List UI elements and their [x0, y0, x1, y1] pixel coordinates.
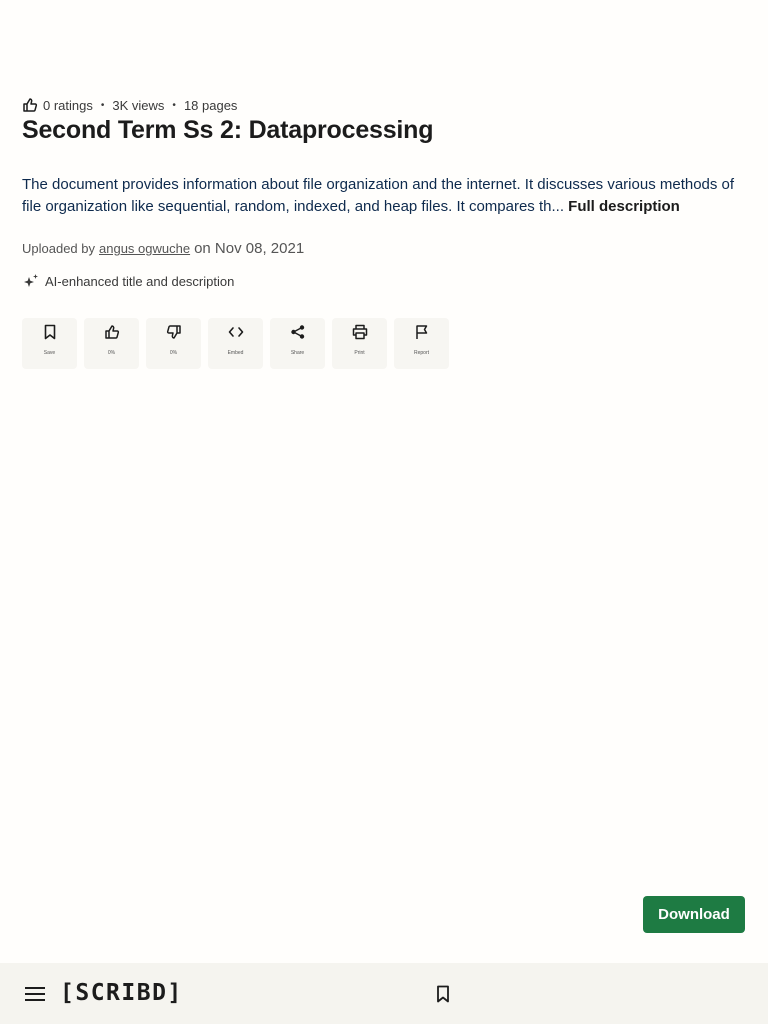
action-label: Print [354, 350, 365, 356]
separator-dot: • [100, 99, 105, 111]
bottom-navigation-bar [0, 963, 768, 1024]
thumbs-up-icon [22, 97, 38, 113]
views-count: 3K views [112, 97, 165, 113]
full-description-link[interactable]: Full description [568, 198, 680, 215]
embed-button[interactable] [208, 318, 263, 369]
document-description [22, 174, 746, 218]
bookmark-icon [41, 323, 59, 341]
ratings-count: 0 ratings [43, 97, 93, 113]
like-button[interactable] [84, 318, 139, 369]
action-label: Save [43, 350, 56, 356]
save-button[interactable] [22, 318, 77, 369]
print-icon [351, 323, 369, 341]
action-label: 0% [169, 350, 178, 356]
dislike-button[interactable] [146, 318, 201, 369]
separator-dot: • [172, 99, 176, 111]
document-meta [22, 96, 237, 114]
bookmark-icon[interactable] [435, 985, 453, 1003]
upload-date: on Nov 08, 2021 [194, 240, 305, 257]
description-text: The document provides information about file organization and the internet. It discusses various methods of file organization like sequential, random, indexed, and heap files. It compares th... [22, 176, 735, 215]
document-title: Second Term Ss 2: Dataprocessing [22, 116, 434, 144]
code-icon [227, 323, 245, 341]
report-button[interactable] [394, 318, 449, 369]
share-button[interactable] [270, 318, 325, 369]
download-button[interactable]: Download [643, 896, 745, 933]
uploader-link[interactable]: angus ogwuche [99, 241, 191, 256]
thumbs-down-icon [165, 323, 183, 341]
upload-info [22, 240, 304, 257]
share-icon [289, 323, 307, 341]
ai-note-text: AI-enhanced title and description [45, 273, 235, 289]
action-label: Report [413, 350, 429, 356]
sparkle-icon [22, 272, 40, 290]
action-toolbar [22, 318, 449, 369]
ai-enhanced-note [22, 272, 234, 290]
flag-icon [413, 323, 431, 341]
hamburger-menu-icon[interactable] [24, 984, 46, 1004]
action-label: 0% [107, 350, 116, 356]
action-label: Embed [227, 350, 244, 356]
uploaded-by-label: Uploaded by [22, 241, 95, 256]
pages-count: 18 pages [183, 97, 238, 113]
action-label: Share [290, 350, 305, 356]
print-button[interactable] [332, 318, 387, 369]
thumbs-up-icon [103, 323, 121, 341]
scribd-logo[interactable]: [SCRIBD] [60, 980, 183, 1006]
